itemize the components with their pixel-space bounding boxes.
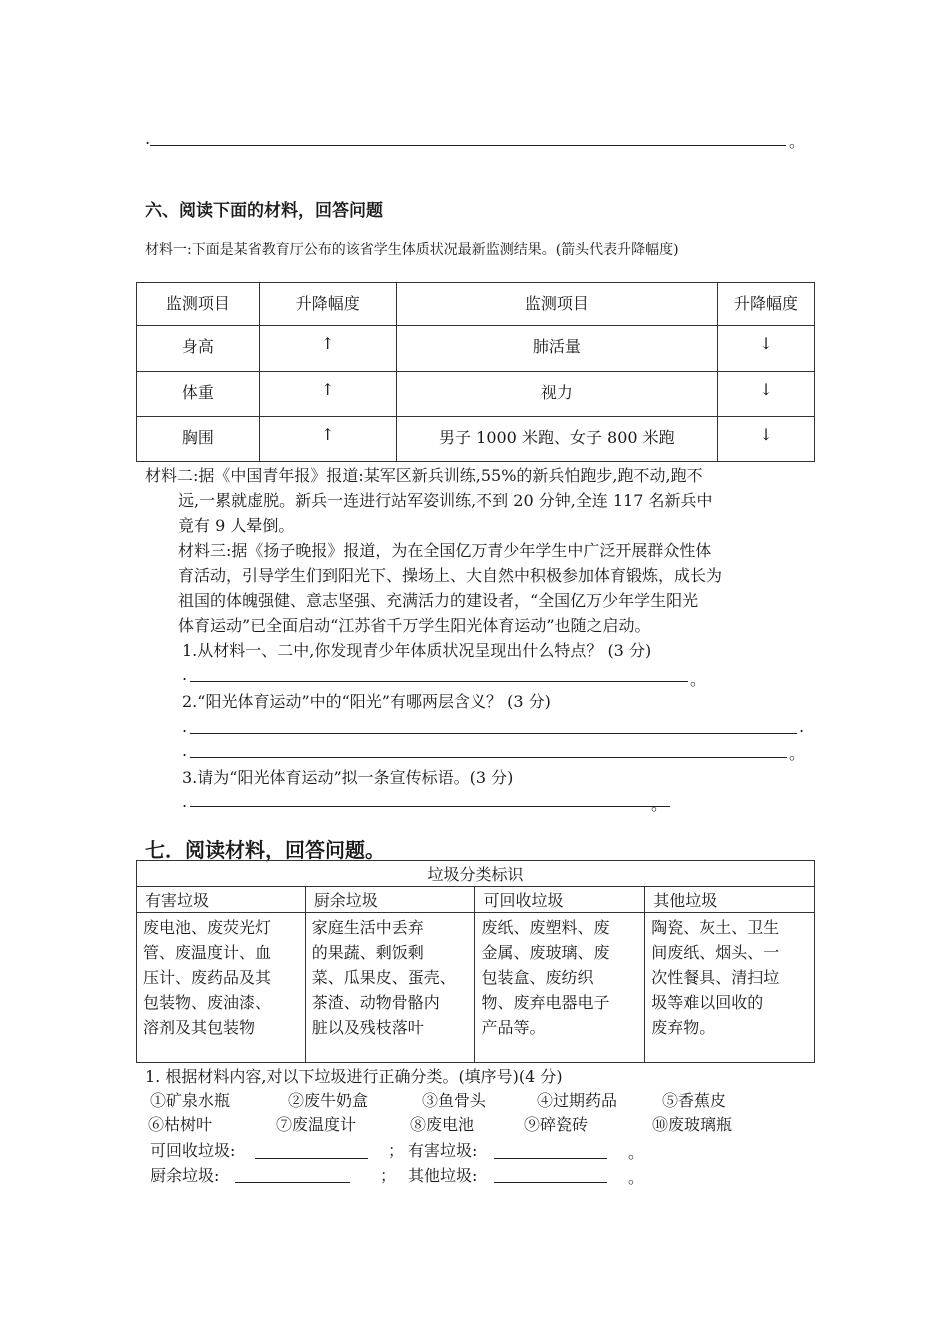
recyclable-label: 可回收垃圾:: [150, 1141, 236, 1160]
question-1: 1.从材料一、二中,你发现青少年体质状况呈现出什么特点？ (3 分): [182, 641, 652, 660]
cell-line: 脏以及残枝落叶: [311, 1018, 424, 1037]
garbage-table: [136, 860, 815, 1063]
cell-line: 废弃物。: [651, 1018, 716, 1037]
answer-line-q2a[interactable]: [190, 733, 797, 734]
cell-line: 管、废温度计、血: [143, 943, 272, 962]
table-row: [137, 326, 815, 372]
down-arrow-icon: ↓: [718, 372, 815, 417]
material3-line: 材料三:据《扬子晚报》报道，为在全国亿万青少年学生中广泛开展群众性体: [178, 541, 712, 560]
table-caption: 垃圾分类标识: [137, 861, 815, 887]
table-caption-row: [137, 861, 815, 887]
answer-end: 。: [789, 132, 806, 151]
material3-line: 育活动，引导学生们到阳光下、操场上、大自然中积极参加体育锻炼，成长为: [178, 566, 723, 585]
item: ⑥枯树叶: [148, 1115, 213, 1134]
answer-dot: .: [182, 741, 188, 760]
cell-line: 产品等。: [481, 1018, 546, 1037]
answer-dot: .: [182, 792, 188, 811]
table-header: 其他垃圾: [645, 887, 815, 913]
table-header: 监测项目: [396, 283, 718, 326]
cell-line: 废纸、废塑料、废: [481, 918, 610, 937]
up-arrow-icon: ↑: [259, 326, 396, 372]
harmful-answer[interactable]: [494, 1158, 607, 1159]
item: ②废牛奶盒: [288, 1091, 369, 1110]
item: ⑦废温度计: [276, 1115, 357, 1134]
answer-dot: .: [145, 129, 151, 148]
answer-dot: .: [182, 665, 188, 684]
table-row: [137, 417, 815, 462]
answer-line-q2b[interactable]: [190, 757, 787, 758]
cell-line: 金属、废玻璃、废: [481, 943, 610, 962]
table-cell: 视力: [396, 372, 718, 417]
cell-line: 菜、瓜果皮、蛋壳、: [311, 968, 456, 987]
cell-line: 的果蔬、剩饭剩: [311, 943, 424, 962]
answer-end: 。: [690, 670, 707, 689]
material2-line: 材料二:据《中国青年报》报道:某军区新兵训练,55%的新兵怕跑步,跑不动,跑不: [145, 466, 703, 485]
table-row: [137, 913, 815, 1063]
other-label: 其他垃圾:: [408, 1166, 478, 1185]
table-header: 厨余垃圾: [305, 887, 475, 913]
cell-line: 包装盒、废纺织: [481, 968, 594, 987]
question-2: 2.“阳光体育运动”中的“阳光”有哪两层含义？ (3 分): [182, 692, 551, 711]
table-cell: 身高: [137, 326, 260, 372]
answer-line[interactable]: [150, 145, 786, 146]
item: ⑩废玻璃瓶: [652, 1115, 733, 1134]
table-cell: 体重: [137, 372, 260, 417]
item: ③鱼骨头: [422, 1091, 487, 1110]
down-arrow-icon: ↓: [718, 417, 815, 462]
cell-line: 压计、废药品及其: [143, 968, 272, 987]
cell-line: 废电池、废荧光灯: [143, 918, 272, 937]
material3-line: 祖国的体魄强健、意志坚强、充满活力的建设者，“全国亿万少年学生阳光: [178, 591, 699, 610]
table-header-row: [137, 283, 815, 326]
table-header: 升降幅度: [259, 283, 396, 326]
cell-line: 圾等难以回收的: [651, 993, 764, 1012]
question-3: 3.请为“阳光体育运动”拟一条宣传标语。(3 分): [182, 768, 514, 787]
other-answer[interactable]: [494, 1182, 607, 1183]
answer-end: 。: [789, 744, 806, 763]
answer-line-q3[interactable]: [190, 806, 670, 807]
kitchen-label: 厨余垃圾:: [150, 1166, 220, 1185]
cell-line: 物、废弃电器电子: [481, 993, 610, 1012]
table-cell: [475, 913, 645, 1063]
material2-line: 远,一累就虚脱。新兵一连进行站军姿训练,不到 20 分钟,全连 117 名新兵中: [178, 491, 713, 510]
down-arrow-icon: ↓: [718, 326, 815, 372]
cell-line: 家庭生活中丢弃: [311, 918, 424, 937]
table-header: 监测项目: [137, 283, 260, 326]
table-cell: 男子 1000 米跑、女子 800 米跑: [396, 417, 718, 462]
table-header: 可回收垃圾: [475, 887, 645, 913]
answer-dot: .: [799, 717, 805, 736]
cell-line: 包装物、废油漆、: [143, 993, 272, 1012]
material2-line: 竟有 9 人晕倒。: [178, 516, 295, 535]
item: ④过期药品: [537, 1091, 618, 1110]
table-cell: 胸围: [137, 417, 260, 462]
section7-title: 七．阅读材料，回答问题。: [145, 838, 385, 862]
cell-line: 间废纸、烟头、一: [651, 943, 780, 962]
harmful-label: 有害垃圾:: [408, 1141, 478, 1160]
separator: ；: [380, 1166, 397, 1185]
recyclable-answer[interactable]: [255, 1158, 368, 1159]
item: ⑨碎瓷砖: [524, 1115, 589, 1134]
section6-title: 六、阅读下面的材料，回答问题: [145, 201, 383, 221]
answer-end: 。: [628, 1168, 645, 1187]
item: ⑧废电池: [410, 1115, 475, 1134]
table-cell: 肺活量: [396, 326, 718, 372]
kitchen-answer[interactable]: [235, 1182, 350, 1183]
table-header-row: [137, 887, 815, 913]
table-header: 升降幅度: [718, 283, 815, 326]
cell-line: 陶瓷、灰土、卫生: [651, 918, 780, 937]
item: ⑤香蕉皮: [662, 1091, 727, 1110]
item: ①矿泉水瓶: [150, 1091, 231, 1110]
table-cell: [137, 913, 306, 1063]
material3-line: 体育运动”已全面启动“江苏省千万学生阳光体育运动”也随之启动。: [178, 616, 651, 635]
fitness-table: [136, 282, 815, 462]
separator: ；: [388, 1141, 405, 1160]
cell-line: 次性餐具、清扫垃: [651, 968, 780, 987]
table-cell: [645, 913, 815, 1063]
table-row: [137, 372, 815, 417]
table-cell: [305, 913, 475, 1063]
material1-intro: 材料一:下面是某省教育厅公布的该省学生体质状况最新监测结果。(箭头代表升降幅度): [145, 242, 679, 258]
answer-end: 。: [651, 795, 668, 814]
up-arrow-icon: ↑: [259, 417, 396, 462]
answer-end: 。: [628, 1143, 645, 1162]
table-header: 有害垃圾: [137, 887, 306, 913]
cell-line: 溶剂及其包装物: [143, 1018, 256, 1037]
answer-dot: .: [182, 717, 188, 736]
cell-line: 茶渣、动物骨骼内: [311, 993, 440, 1012]
up-arrow-icon: ↑: [259, 372, 396, 417]
answer-line-q1[interactable]: [190, 681, 688, 682]
question-7-1: 1. 根据材料内容,对以下垃圾进行正确分类。(填序号)(4 分): [145, 1067, 563, 1086]
